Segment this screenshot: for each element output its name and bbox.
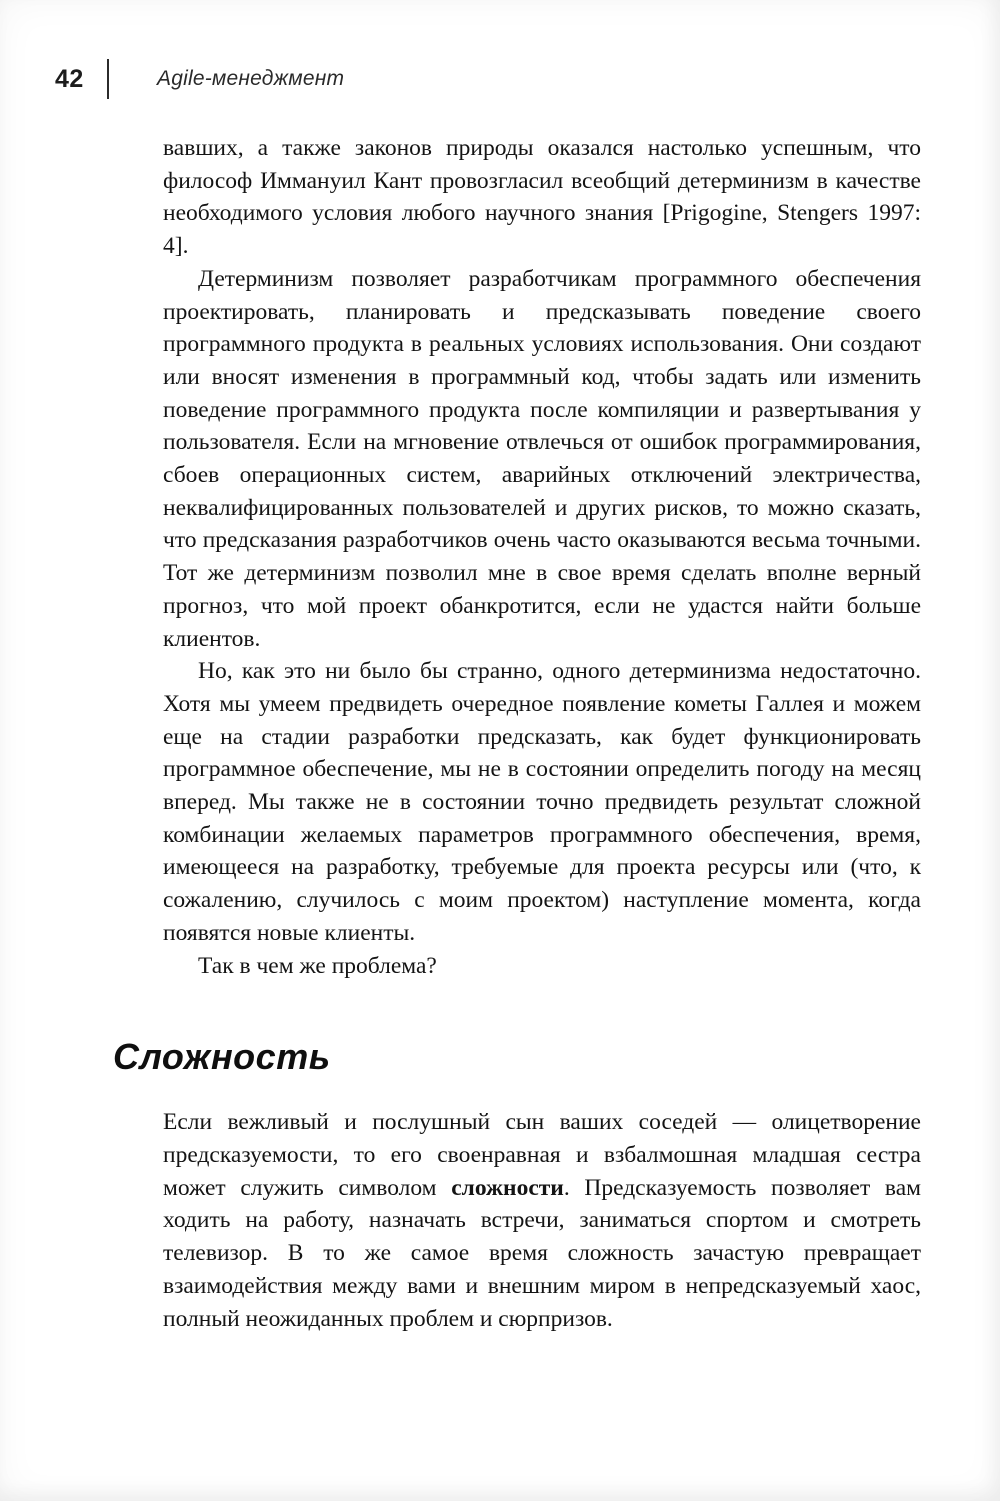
paragraph-text: Если вежливый и послушный сын ваших соседей — олицетворение предсказуемости, то его своенравная и взбалмошная младшая сестра может служить символом <box>163 1109 921 1201</box>
section-heading: Сложность <box>113 1036 331 1078</box>
paragraph: Но, как это ни было бы странно, одного детерминизма недостаточно. Хотя мы умеем предвидеть очередное появление кометы Галлея и можем еще на стадии разработки предсказать, как будет функционировать программное обеспечение, мы не в состоянии определить погоду на месяц вперед. Мы также не в состоянии точно предвидеть результат сложной комбинации желаемых параметров программного обеспечения, время, имеющееся на разработку, требуемые для проекта ресурсы или (что, к сожалению, случилось с моим проектом) наступление момента, когда появятся новые клиенты. <box>163 658 921 946</box>
paragraph-text: . Предсказуемость позволяет вам ходить на работу, назначать встречи, заниматься спортом и смотреть телевизор. В то же самое время сложность зачастую превращает взаимодействия между вами и внешним миром в непредсказуемый хаос, полный неожиданных проблем и сюрпризов. <box>163 1174 921 1332</box>
emphasized-term: сложности <box>451 1174 564 1201</box>
paragraph: Детерминизм позволяет разработчикам программного обеспечения проектировать, планировать и предсказывать поведение своего программного продукта в реальных условиях использования. Они создают или вносят изменения в программный код, чтобы задать или изменить поведение программного продукта после компиляции и развертывания у пользователя. Если на мгновение отвлечься от ошибок программирования, сбоев операционных систем, аварийных отключений электричества, неквалифицированных пользователей и других рисков, то можно сказать, что предсказания разработчиков очень часто оказываются весьма точными. Тот же детерминизм позволил мне в свое время сделать вполне верный прогноз, что мой проект обанкротится, если не удастся найти больше клиентов. <box>163 265 921 652</box>
paragraph: Так в чем же проблема? <box>198 952 437 979</box>
paragraph: вавших, а также законов природы оказался настолько успешным, что философ Иммануил Кант провозгласил всеобщий детерминизм в качестве необходимого условия любого научного знания [Prigogine, Stengers 1997: 4]. <box>163 135 921 260</box>
running-header <box>55 58 344 100</box>
running-title: Agile-менеджмент <box>157 67 345 90</box>
header-divider <box>107 59 109 99</box>
page-number: 42 <box>55 64 84 93</box>
paragraph <box>163 1106 921 1335</box>
text-column <box>113 132 921 1335</box>
